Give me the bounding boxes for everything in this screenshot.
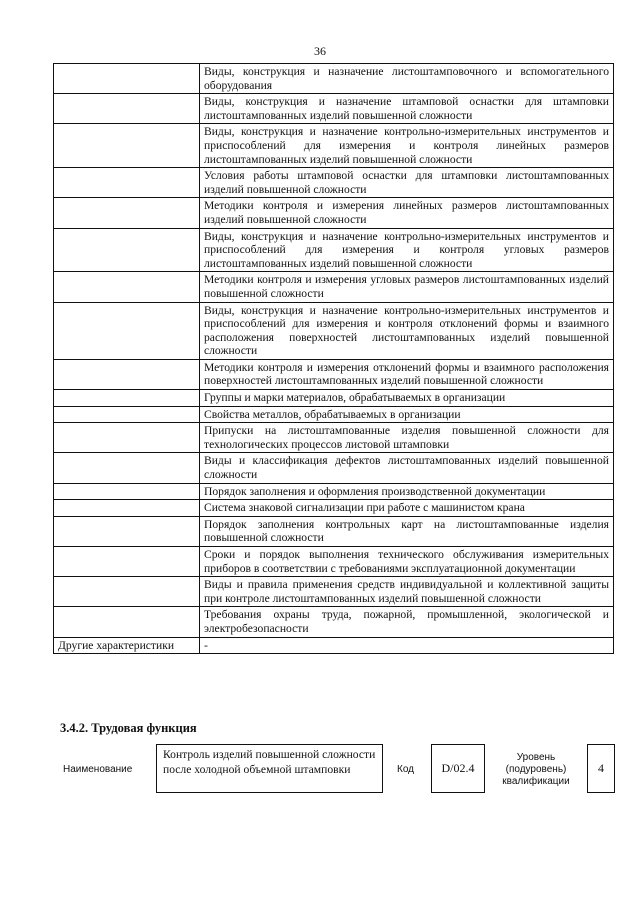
function-name-field: Контроль изделий повышенной сложности после холодной объемной штамповки bbox=[156, 744, 383, 793]
table-row bbox=[54, 547, 614, 577]
knowledge-item: Виды, конструкция и назначение контрольно-измерительных инструментов и приспособлений для измерения и контроля линейных размеров листоштампованных изделий повышенной сложности bbox=[200, 124, 614, 168]
table-row bbox=[54, 198, 614, 228]
knowledge-item: Система знаковой сигнализации при работе с машинистом крана bbox=[200, 500, 614, 517]
knowledge-label-cell bbox=[54, 272, 200, 302]
table-row bbox=[54, 453, 614, 483]
knowledge-item: Требования охраны труда, пожарной, промышленной, экологической и электробезопасности bbox=[200, 607, 614, 637]
table-row bbox=[54, 483, 614, 500]
knowledge-label-cell bbox=[54, 423, 200, 453]
page-number: 36 bbox=[314, 44, 326, 58]
knowledge-item: Группы и марки материалов, обрабатываемых в организации bbox=[200, 390, 614, 407]
knowledge-item: Виды, конструкция и назначение контрольно-измерительных инструментов и приспособлений для измерения и контроля угловых размеров листоштампованных изделий повышенной сложности bbox=[200, 228, 614, 272]
necessary-knowledge-table bbox=[53, 63, 614, 654]
knowledge-item: Методики контроля и измерения отклонений формы и взаимного расположения поверхностей листоштампованных изделий повышенной сложности bbox=[200, 359, 614, 389]
knowledge-label-cell bbox=[54, 406, 200, 423]
table-row bbox=[54, 272, 614, 302]
knowledge-item: Виды и классификация дефектов листоштампованных изделий повышенной сложности bbox=[200, 453, 614, 483]
knowledge-label-cell bbox=[54, 390, 200, 407]
knowledge-label-cell bbox=[54, 483, 200, 500]
table-row bbox=[54, 94, 614, 124]
knowledge-label-cell bbox=[54, 198, 200, 228]
table-row bbox=[54, 64, 614, 94]
knowledge-item: Порядок заполнения контрольных карт на листоштампованные изделия повышенной сложности bbox=[200, 516, 614, 546]
table-row bbox=[54, 406, 614, 423]
level-label: Уровень (подуровень) квалификации bbox=[502, 752, 570, 787]
knowledge-label-cell bbox=[54, 64, 200, 94]
knowledge-label-cell bbox=[54, 359, 200, 389]
knowledge-item: Условия работы штамповой оснастки для штамповки листоштампованных изделий повышенной сложности bbox=[200, 168, 614, 198]
table-row bbox=[54, 228, 614, 272]
knowledge-label-cell bbox=[54, 547, 200, 577]
table-row bbox=[54, 500, 614, 517]
table-row bbox=[54, 577, 614, 607]
table-row bbox=[54, 390, 614, 407]
code-field: D/02.4 bbox=[431, 744, 485, 793]
knowledge-label-cell bbox=[54, 94, 200, 124]
knowledge-item: Сроки и порядок выполнения технического обслуживания измерительных приборов в соответствии с требованиями эксплуатационной документации bbox=[200, 547, 614, 577]
knowledge-label-cell bbox=[54, 607, 200, 637]
table-row bbox=[54, 516, 614, 546]
knowledge-label-cell bbox=[54, 228, 200, 272]
knowledge-label-cell bbox=[54, 302, 200, 359]
knowledge-item: Виды, конструкция и назначение листоштамповочного и вспомогательного оборудования bbox=[200, 64, 614, 94]
table-row bbox=[54, 302, 614, 359]
knowledge-label-cell bbox=[54, 516, 200, 546]
knowledge-item: Методики контроля и измерения линейных размеров листоштампованных изделий повышенной сложности bbox=[200, 198, 614, 228]
knowledge-item: Виды, конструкция и назначение штамповой оснастки для штамповки листоштампованных изделий повышенной сложности bbox=[200, 94, 614, 124]
knowledge-item: Виды, конструкция и назначение контрольно-измерительных инструментов и приспособлений для измерения и контроля отклонений формы и взаимного расположения поверхностей листоштампованных изделий повышенной сложности bbox=[200, 302, 614, 359]
knowledge-table-body bbox=[54, 64, 614, 654]
knowledge-label-cell bbox=[54, 500, 200, 517]
table-row bbox=[54, 124, 614, 168]
knowledge-item: Свойства металлов, обрабатываемых в организации bbox=[200, 406, 614, 423]
section-heading: 3.4.2. Трудовая функция bbox=[60, 721, 197, 735]
code-label: Код bbox=[397, 764, 415, 775]
table-row bbox=[54, 168, 614, 198]
table-row bbox=[54, 607, 614, 637]
knowledge-label-cell bbox=[54, 577, 200, 607]
other-characteristics-value: - bbox=[200, 637, 614, 654]
knowledge-label-cell bbox=[54, 124, 200, 168]
name-label: Наименование bbox=[63, 764, 133, 775]
knowledge-label-cell bbox=[54, 453, 200, 483]
table-row bbox=[54, 359, 614, 389]
knowledge-item: Методики контроля и измерения угловых размеров листоштампованных изделий повышенной сложности bbox=[200, 272, 614, 302]
level-field: 4 bbox=[587, 744, 615, 793]
knowledge-item: Порядок заполнения и оформления производственной документации bbox=[200, 483, 614, 500]
other-characteristics-row bbox=[54, 637, 614, 654]
table-row bbox=[54, 423, 614, 453]
other-characteristics-label: Другие характеристики bbox=[54, 637, 200, 654]
knowledge-item: Виды и правила применения средств индивидуальной и коллективной защиты при контроле листоштампованных изделий повышенной сложности bbox=[200, 577, 614, 607]
knowledge-item: Припуски на листоштампованные изделия повышенной сложности для технологических процессов листовой штамповки bbox=[200, 423, 614, 453]
knowledge-label-cell bbox=[54, 168, 200, 198]
